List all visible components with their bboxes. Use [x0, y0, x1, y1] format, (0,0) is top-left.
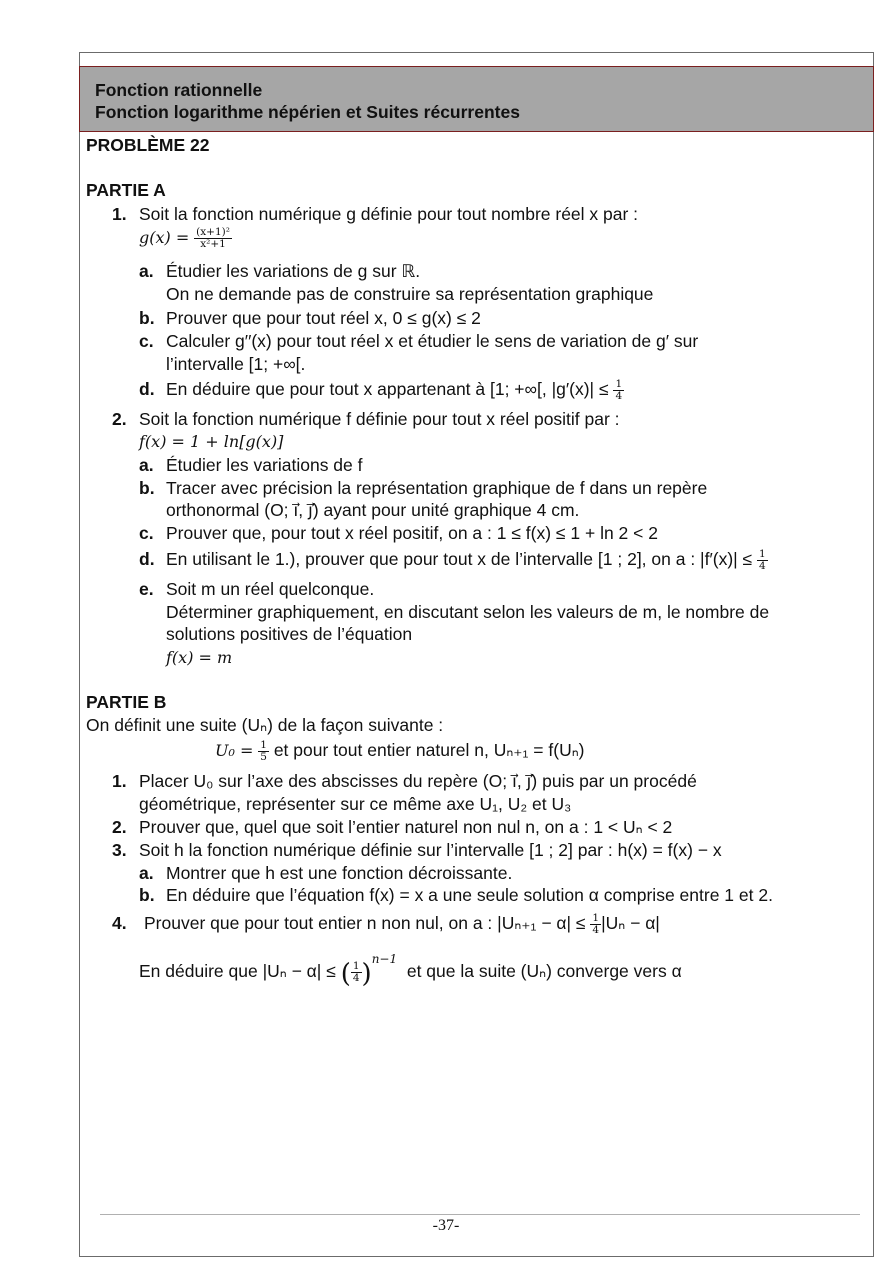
q2c-text: Prouver que, pour tout x réel positif, on a : 1 ≤ f(x) ≤ 1 + ln 2 < 2	[166, 523, 658, 543]
b-q4-line2-start: En déduire que |Uₙ − α| ≤	[139, 961, 336, 981]
b-q4-line2-end: et que la suite (Uₙ) converge vers α	[406, 961, 682, 981]
sequence-definition	[215, 739, 585, 763]
b-q4-line2	[139, 948, 682, 989]
footer-rule	[100, 1214, 860, 1215]
q1d-label: d.	[139, 379, 155, 399]
g-fraction	[194, 227, 232, 250]
b-q3-number: 3.	[112, 840, 127, 860]
q1a-label: a.	[139, 261, 154, 281]
q1c-line1: Calculer g′′(x) pour tout réel x et étudier le sens de variation de g′ sur	[166, 331, 699, 351]
g-denominator: x²+1	[200, 237, 226, 250]
q2-intro: Soit la fonction numérique f définie pour tout x réel positif par :	[139, 409, 620, 429]
b-q4-line2-numerator: 1	[352, 959, 360, 972]
q1-number: 1.	[112, 204, 127, 224]
b-q4-line2-denominator: 4	[352, 971, 360, 984]
header-line-1: Fonction rationnelle	[95, 80, 263, 100]
q1c-line2: l’intervalle [1; +∞[.	[166, 354, 306, 374]
b-q4-line2-exponent: n−1	[371, 952, 398, 966]
partA-title: PARTIE A	[86, 180, 166, 200]
q2d-statement: En utilisant le 1.), prouver que pour tout x de l’intervalle [1 ; 2], on a : |f′(x)| ≤	[166, 549, 753, 569]
q2-number: 2.	[112, 409, 127, 429]
q1b-label: b.	[139, 308, 155, 328]
chapter-header	[79, 66, 874, 132]
b-q2-text: Prouver que, quel que soit l’entier naturel non nul n, on a : 1 < Uₙ < 2	[139, 817, 673, 837]
sequence-recurrence: et pour tout entier naturel n, Uₙ₊₁ = f(Uₙ)	[273, 740, 585, 760]
u0-lhs: U₀ =	[215, 741, 254, 760]
q1c-label: c.	[139, 331, 154, 351]
q1-intro: Soit la fonction numérique g définie pour tout nombre réel x par :	[139, 204, 639, 224]
page-number: -37-	[432, 1217, 460, 1234]
partB-intro: On définit une suite (Uₙ) de la façon suivante :	[86, 715, 444, 735]
b-q4-denominator: 4	[592, 923, 600, 936]
u0-fraction	[258, 740, 269, 763]
q2d-fraction	[757, 549, 768, 572]
right-paren: )	[361, 959, 372, 989]
q1a-line2: On ne demande pas de construire sa représentation graphique	[166, 284, 654, 304]
b-q2-number: 2.	[112, 817, 127, 837]
b-q4-line2-fraction	[351, 961, 362, 984]
q2b-line2: orthonormal (O; i⃗, j⃗) ayant pour unité graphique 4 cm.	[166, 500, 580, 520]
b-q3b-label: b.	[139, 885, 155, 905]
q1d-text	[166, 378, 624, 402]
f-definition: f(x) = 1 + ln[g(x)]	[139, 432, 284, 451]
left-paren: (	[340, 959, 351, 989]
partB-title: PARTIE B	[86, 692, 167, 712]
q1d-fraction	[613, 379, 624, 402]
q1d-numerator: 1	[615, 377, 623, 390]
q2b-line1: Tracer avec précision la représentation graphique de f dans un repère	[166, 478, 708, 498]
q2c-label: c.	[139, 523, 154, 543]
q2e-line3: solutions positives de l’équation	[166, 624, 413, 644]
q1d-denominator: 4	[615, 389, 623, 402]
q2e-equation: f(x) = m	[166, 648, 233, 667]
b-q4-rhs: |Uₙ − α|	[601, 913, 660, 933]
b-q1-number: 1.	[112, 771, 127, 791]
b-q4-text	[144, 912, 660, 936]
q2d-text	[166, 548, 768, 572]
b-q1-line1: Placer U₀ sur l’axe des abscisses du repère (O; i⃗, j⃗) puis par un procédé	[139, 771, 697, 791]
g-lhs: g(x) =	[139, 228, 190, 247]
b-q4-numerator: 1	[592, 911, 600, 924]
u0-denominator: 5	[260, 750, 267, 763]
g-definition	[139, 226, 232, 250]
q2e-label: e.	[139, 579, 154, 599]
header-line-2: Fonction logarithme népérien et Suites récurrentes	[95, 102, 520, 122]
q2a-text: Étudier les variations de f	[166, 455, 363, 475]
b-q3-text: Soit h la fonction numérique définie sur l’intervalle [1 ; 2] par : h(x) = f(x) − x	[139, 840, 722, 860]
u0-numerator: 1	[260, 738, 267, 751]
b-q3a-text: Montrer que h est une fonction décroissante.	[166, 863, 513, 883]
q2d-numerator: 1	[759, 547, 766, 560]
b-q4-fraction	[590, 913, 601, 936]
problem-title: PROBLÈME 22	[86, 135, 210, 155]
b-q1-line2: géométrique, représenter sur ce même axe U₁, U₂ et U₃	[139, 794, 572, 814]
b-q3a-label: a.	[139, 863, 154, 883]
q1b-text: Prouver que pour tout réel x, 0 ≤ g(x) ≤ 2	[166, 308, 481, 328]
g-numerator: (x+1)²	[196, 225, 230, 238]
b-q4-statement: Prouver que pour tout entier n non nul, on a : |Uₙ₊₁ − α| ≤	[144, 913, 586, 933]
q1a-line1: Étudier les variations de g sur ℝ.	[166, 261, 421, 281]
q1d-statement: En déduire que pour tout x appartenant à [1; +∞[, |g′(x)| ≤	[166, 379, 609, 399]
q2d-denominator: 4	[759, 559, 766, 572]
q2e-line2: Déterminer graphiquement, en discutant selon les valeurs de m, le nombre de	[166, 602, 770, 622]
q2b-label: b.	[139, 478, 155, 498]
q2e-line1: Soit m un réel quelconque.	[166, 579, 375, 599]
q2d-label: d.	[139, 549, 155, 569]
q2a-label: a.	[139, 455, 154, 475]
b-q4-number: 4.	[112, 913, 127, 933]
b-q3b-text: En déduire que l’équation f(x) = x a une seule solution α comprise entre 1 et 2.	[166, 885, 773, 905]
